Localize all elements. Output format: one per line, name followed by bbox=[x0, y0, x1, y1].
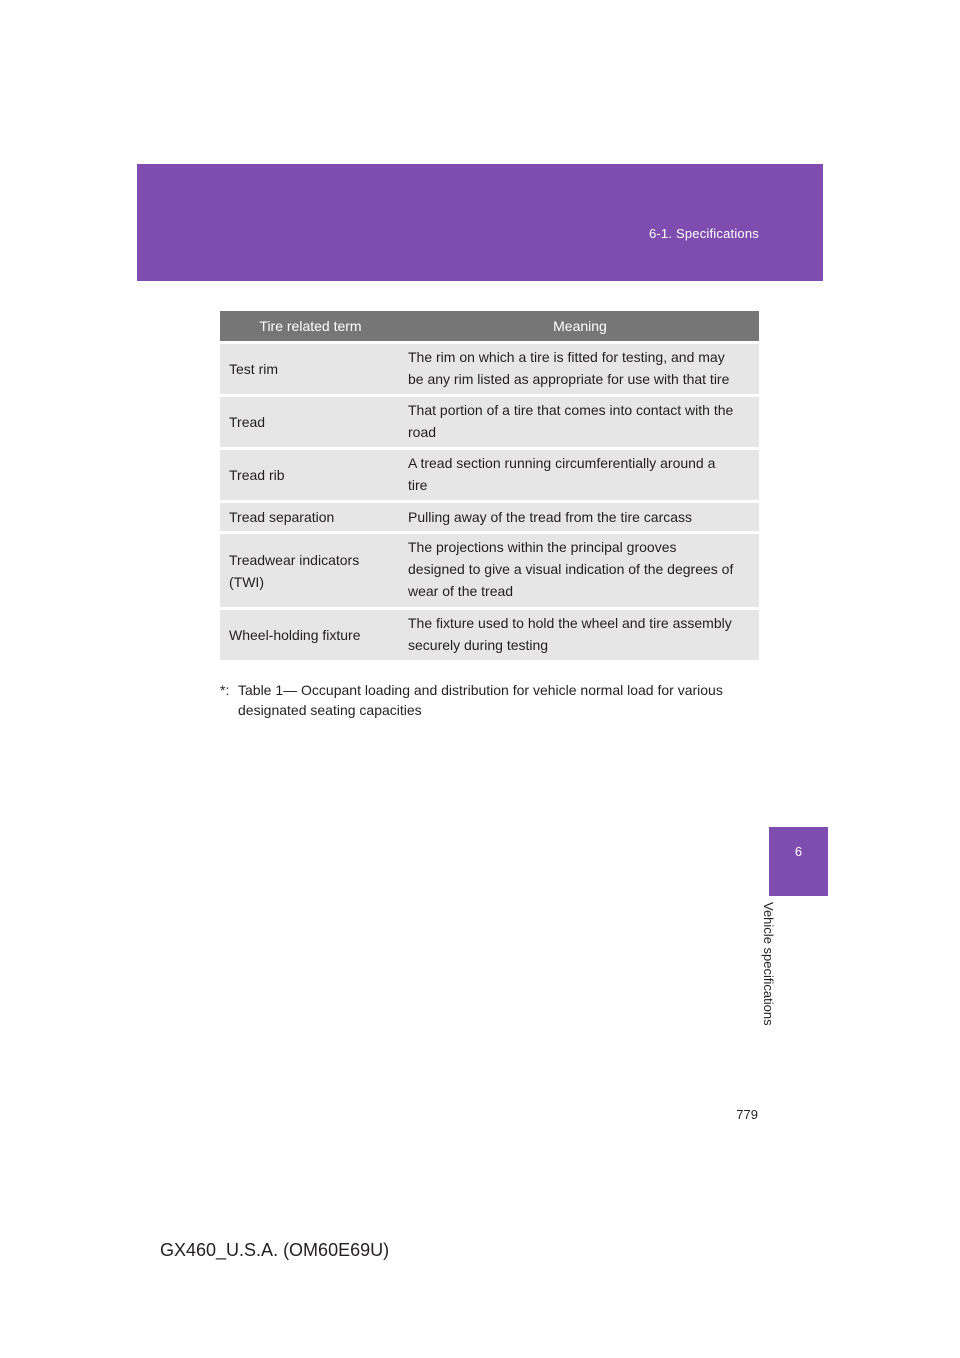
chapter-tab[interactable] bbox=[769, 827, 828, 896]
meaning-line: A tread section running circumferentially around a bbox=[408, 455, 716, 471]
footnote-line: Table 1— Occupant loading and distribution for vehicle normal load for various bbox=[238, 682, 723, 698]
meaning-line: be any rim listed as appropriate for use with that tire bbox=[408, 371, 730, 387]
meaning-line: The projections within the principal grooves bbox=[408, 539, 677, 555]
meaning-cell bbox=[401, 397, 759, 447]
term-line: (TWI) bbox=[229, 573, 264, 590]
column-header-meaning: Meaning bbox=[401, 311, 759, 341]
term-cell: Tread bbox=[220, 397, 401, 447]
table-row bbox=[220, 503, 759, 531]
footnote-mark: *: bbox=[220, 682, 230, 698]
meaning-line: The rim on which a tire is fitted for testing, and may bbox=[408, 349, 725, 365]
term-line: Treadwear indicators bbox=[229, 551, 360, 568]
page-number: 779 bbox=[736, 1107, 758, 1122]
tire-terms-table bbox=[220, 308, 759, 663]
table-row bbox=[220, 450, 759, 500]
table-header-row bbox=[220, 311, 759, 341]
meaning-cell bbox=[401, 534, 759, 607]
section-title: 6-1. Specifications bbox=[648, 226, 759, 241]
term-cell: Tread rib bbox=[220, 450, 401, 500]
meaning-line: The fixture used to hold the wheel and tire assembly bbox=[408, 615, 732, 631]
chapter-side-label bbox=[748, 902, 788, 1042]
meaning-line: wear of the tread bbox=[408, 583, 514, 599]
chapter-title: Vehicle specifications bbox=[761, 902, 776, 1026]
meaning-cell bbox=[401, 503, 759, 531]
table-row bbox=[220, 534, 759, 607]
meaning-cell bbox=[401, 344, 759, 394]
meaning-line: That portion of a tire that comes into contact with the bbox=[408, 402, 734, 418]
meaning-cell bbox=[401, 450, 759, 500]
meaning-cell bbox=[401, 610, 759, 660]
term-cell bbox=[220, 534, 401, 607]
term-cell: Wheel-holding fixture bbox=[220, 610, 401, 660]
document-code: GX460_U.S.A. (OM60E69U) bbox=[160, 1240, 390, 1260]
meaning-line: tire bbox=[408, 477, 428, 493]
meaning-line: road bbox=[408, 424, 437, 440]
chapter-number: 6 bbox=[794, 844, 803, 859]
header-band bbox=[137, 164, 823, 281]
table-row bbox=[220, 397, 759, 447]
term-cell: Tread separation bbox=[220, 503, 401, 531]
column-header-term: Tire related term bbox=[220, 311, 401, 341]
meaning-line: securely during testing bbox=[408, 637, 549, 653]
meaning-line: Pulling away of the tread from the tire carcass bbox=[408, 509, 693, 525]
table-row bbox=[220, 344, 759, 394]
meaning-line: designed to give a visual indication of the degrees of bbox=[408, 561, 734, 577]
table-row bbox=[220, 610, 759, 660]
footnote-line: designated seating capacities bbox=[238, 702, 422, 718]
footnote bbox=[220, 680, 765, 720]
term-cell: Test rim bbox=[220, 344, 401, 394]
